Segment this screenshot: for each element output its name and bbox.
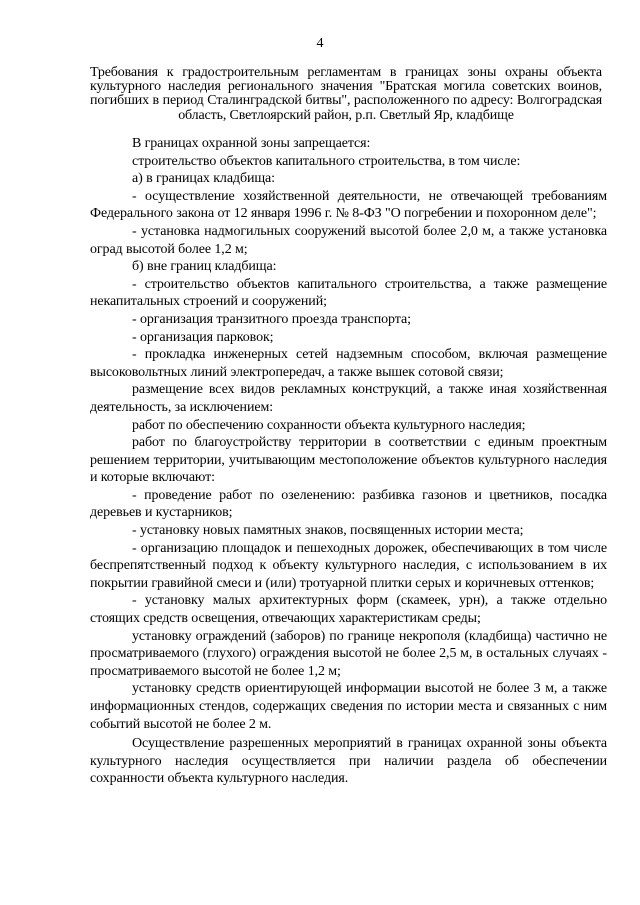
paragraph-memorial-signs: - установку новых памятных знаков, посвященных истории места;	[132, 523, 524, 539]
paragraph-utility-networks: - прокладка инженерных сетей надземным способом, включая размещение высоковольтных линий электропередач, а также вышек сотовой связи;	[90, 347, 607, 380]
paragraph-fencing: установку ограждений (заборов) по границе некрополя (кладбища) частично не просматриваемого (глухого) ограждения высотой не более 2,5 м, в остальных случаях - просматриваемого высотой не более 1,2 м;	[90, 628, 607, 679]
paragraph-walkways: - организацию площадок и пешеходных дорожек, обеспечивающих в том числе беспрепятственный подход к объекту культурного наследия, с использованием в их покрытии гравийной смеси и (или) тротуарной плитки серых и коричневых оттенков;	[90, 540, 607, 591]
page-number: 4	[316, 36, 324, 51]
paragraph-small-forms: - установку малых архитектурных форм (скамеек, урн), а также отдельно стоящих средств освещения, отвечающих характеристикам среды;	[90, 593, 607, 627]
paragraph-capital-construction: - строительство объектов капитального строительства, а также размещение некапитальных строений и сооружений;	[90, 276, 607, 310]
paragraph-greening: - проведение работ по озеленению: разбивка газонов и цветников, посадка деревьев и кустарников;	[90, 487, 607, 521]
paragraph-parking: - организация парковок;	[132, 329, 274, 345]
paragraph-advertising: размещение всех видов рекламных конструкций, а также иная хозяйственная деятельность, за исключением:	[90, 382, 607, 415]
paragraph-info-stands: установку средств ориентирующей информации высотой не более 3 м, а также информационных стендов, содержащих сведения по истории места и связанных с ним событий высотой не более 2 м.	[90, 681, 607, 732]
paragraph-transit: - организация транзитного проезда транспорта;	[132, 311, 411, 327]
document-body	[90, 135, 607, 788]
paragraph-landscaping: работ по благоустройству территории в соответствии с единым проектным решением территории, учитывающим местоположение объектов культурного наследия и которые включают:	[90, 435, 607, 486]
document-title: Требования к градостроительным регламентам в границах зоны охраны объекта культурного наследия регионального значения "Братская могила советских воинов, погибших в период Сталинградской битвы", расположенного по адресу: Волгоградская область, Светлоярский район, р.п. Светлый Яр, кладбище	[90, 65, 602, 123]
paragraph-tombstones: - установка надмогильных сооружений высотой более 2,0 м, а также установка оград высотой более 1,2 м;	[90, 223, 607, 257]
paragraph-economic-activity: - осуществление хозяйственной деятельности, не отвечающей требованиям Федерального закона от 12 января 1996 г. № 8-ФЗ "О погребении и похоронном деле";	[90, 188, 607, 222]
paragraph-construction: строительство объектов капитального строительства, в том числе:	[132, 153, 521, 169]
paragraph-cemetery-inside: а) в границах кладбища:	[132, 171, 275, 187]
paragraph-preservation-work: работ по обеспечению сохранности объекта культурного наследия;	[132, 417, 526, 433]
paragraph-conclusion: Осуществление разрешенных мероприятий в границах охранной зоны объекта культурного наследия осуществляется при наличии раздела об обеспечении сохранности объекта культурного наследия.	[90, 736, 607, 787]
paragraph-prohibitions-intro: В границах охранной зоны запрещается:	[132, 136, 371, 151]
paragraph-cemetery-outside: б) вне границ кладбища:	[132, 259, 277, 275]
